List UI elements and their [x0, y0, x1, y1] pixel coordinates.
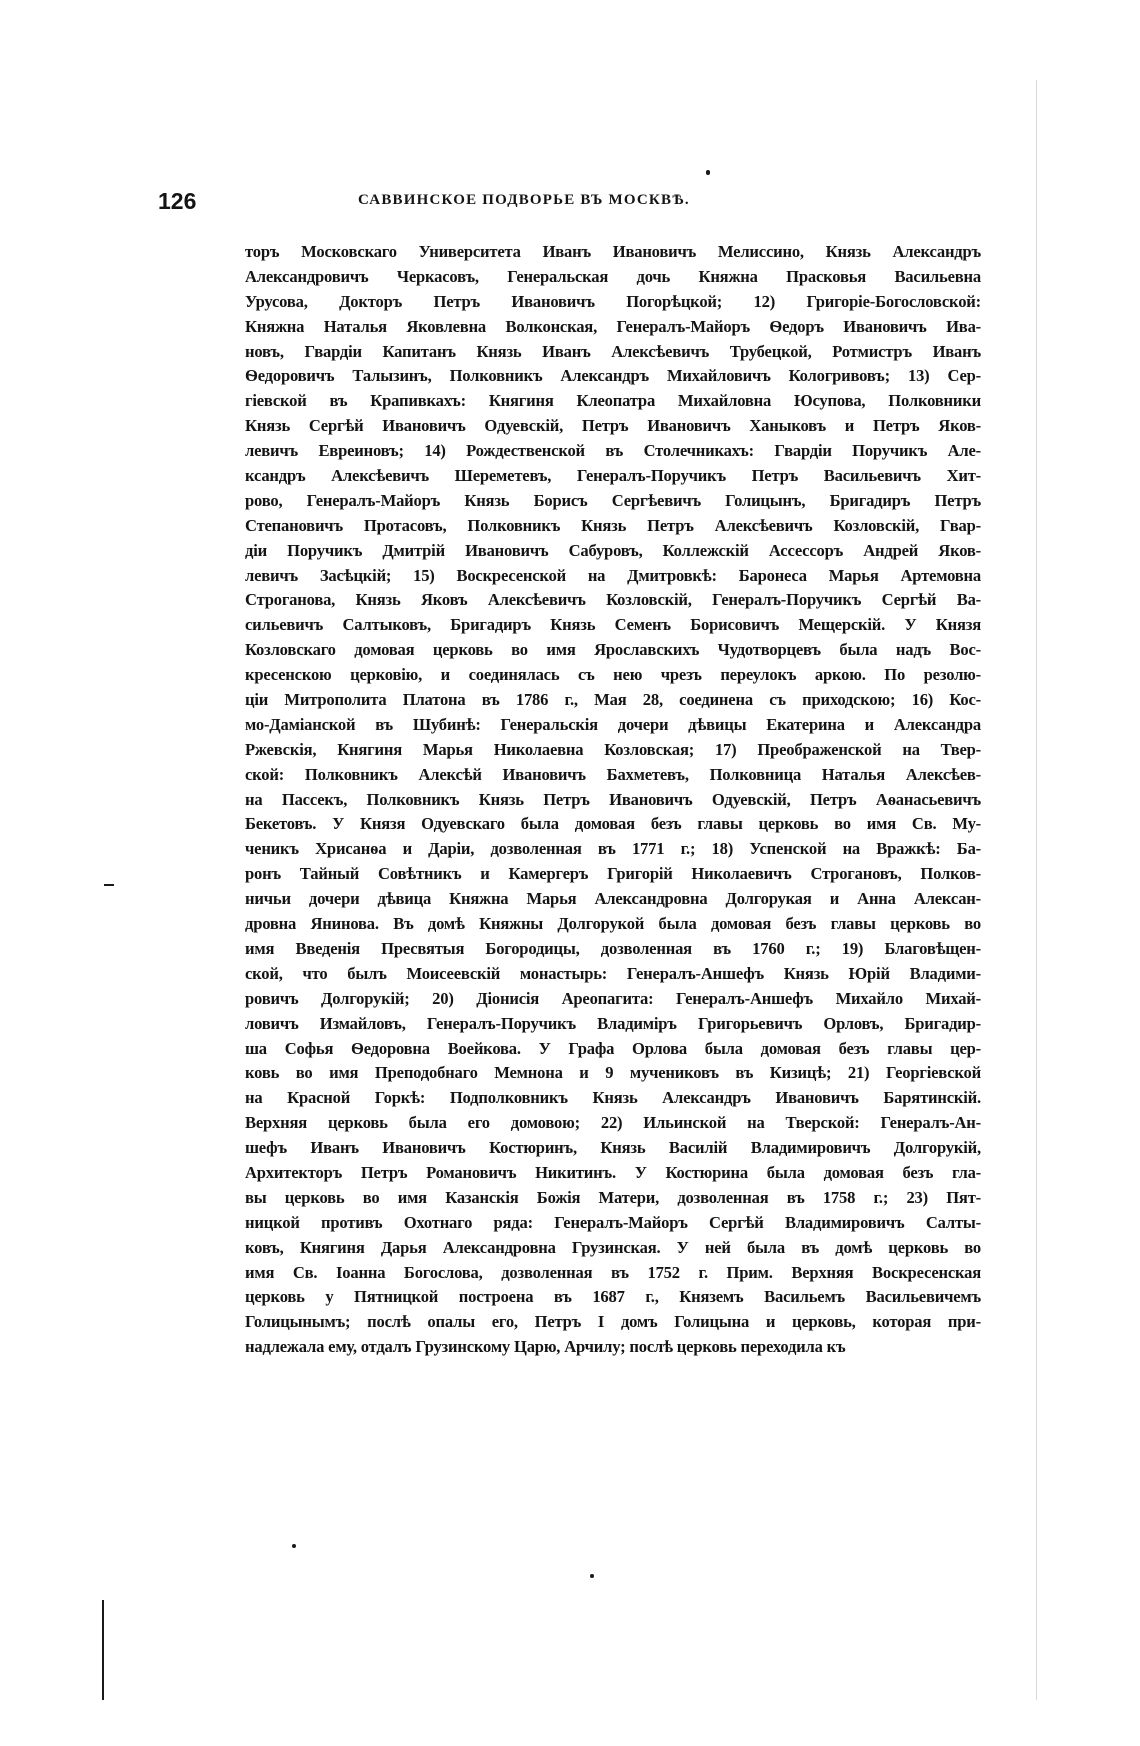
- text-line: торъ Московскаго Университета Иванъ Ивановичъ Мелиссино, Князь Александръ: [245, 242, 981, 261]
- text-line: Урусова, Докторъ Петръ Ивановичъ Погорѣцкой; 12) Григоріе-Богословской:: [245, 291, 981, 311]
- margin-dash: [104, 884, 114, 886]
- text-line: ловичъ Измайловъ, Генералъ-Поручикъ Владиміръ Григорьевичъ Орловъ, Бригадир-: [245, 1013, 981, 1033]
- text-line: Бекетовъ. У Князя Одуевскаго была домовая безъ главы церковь во имя Св. Му-: [245, 814, 981, 834]
- scan-speck: [706, 170, 710, 175]
- text-line: ничьи дочери дѣвица Княжна Марья Александровна Долгорукая и Анна Алексан-: [245, 889, 981, 909]
- scan-edge-line: [1036, 80, 1037, 1700]
- text-line: ровичъ Долгорукій; 20) Діонисія Ареопагита: Генералъ-Аншефъ Михайло Михай-: [245, 988, 981, 1008]
- text-line: имя Св. Іоанна Богослова, дозволенная въ 1752 г. Прим. Верхняя Воскресенская: [245, 1262, 981, 1282]
- text-line: на Пассекъ, Полковникъ Князь Петръ Ивановичъ Одуевскій, Петръ Аѳанасьевичъ: [245, 789, 981, 809]
- page-number: 126: [158, 188, 197, 214]
- text-line: сильевичъ Салтыковъ, Бригадиръ Князь Семенъ Борисовичъ Мещерскій. У Князя: [245, 615, 981, 635]
- text-line: Верхняя церковь была его домовою; 22) Ильинской на Тверской: Генералъ-Ан-: [245, 1113, 981, 1133]
- text-line: надлежала ему, отдалъ Грузинскому Царю, Арчилу; послѣ церковь переходила къ: [245, 1337, 846, 1357]
- text-line: ша Софья Ѳедоровна Воейкова. У Графа Орлова была домовая безъ главы цер-: [245, 1038, 981, 1058]
- text-line: ронъ Тайный Совѣтникъ и Камергеръ Григорій Николаевичъ Строгановъ, Полков-: [245, 864, 981, 884]
- page-header: [158, 188, 988, 228]
- text-line: ксандръ Алексѣевичъ Шереметевъ, Генералъ-Поручикъ Петръ Васильевичъ Хит-: [245, 466, 981, 486]
- text-line: Козловскаго домовая церковь во имя Ярославскихъ Чудотворцевъ была надъ Вос-: [245, 640, 981, 660]
- text-line: гіевской въ Крапивкахъ: Княгиня Клеопатра Михайловна Юсупова, Полковники: [245, 391, 981, 411]
- text-line: левичъ Евреиновъ; 14) Рождественской въ Столечникахъ: Гвардіи Поручикъ Але-: [245, 441, 981, 461]
- text-line: Строганова, Князь Яковъ Алексѣевичъ Козловскій, Генералъ-Поручикъ Сергѣй Ва-: [245, 590, 981, 610]
- body-text: [245, 240, 981, 1360]
- text-line: мо-Даміанской въ Шубинѣ: Генеральскія дочери дѣвицы Екатерина и Александра: [245, 714, 981, 734]
- text-line: левичъ Засѣцкій; 15) Воскресенской на Дмитровкѣ: Баронеса Марья Артемовна: [245, 565, 981, 585]
- text-line: вы церковь во имя Казанскія Божія Матери, дозволенная въ 1758 г.; 23) Пят-: [245, 1187, 981, 1207]
- text-line: ціи Митрополита Платона въ 1786 г., Мая 28, соединена съ приходскою; 16) Кос-: [245, 690, 981, 710]
- text-line: дровна Янинова. Въ домѣ Княжны Долгорукой была домовая безъ главы церковь во: [245, 914, 981, 934]
- text-line: имя Введенія Пресвятыя Богородицы, дозволенная въ 1760 г.; 19) Благовѣщен-: [245, 938, 981, 958]
- scan-speck: [590, 1574, 594, 1578]
- scan-speck: [292, 1544, 296, 1548]
- text-line: церковь у Пятницкой построена въ 1687 г., Княземъ Васильемъ Васильевичемъ: [245, 1287, 981, 1307]
- text-line: новъ, Гвардіи Капитанъ Князь Иванъ Алексѣевичъ Трубецкой, Ротмистръ Иванъ: [245, 341, 981, 361]
- text-line: Ѳедоровичъ Талызинъ, Полковникъ Александръ Михайловичъ Кологривовъ; 13) Сер-: [245, 366, 981, 386]
- text-line: діи Поручикъ Дмитрій Ивановичъ Сабуровъ, Коллежскій Ассессоръ Андрей Яков-: [245, 540, 981, 560]
- text-line: ской, что былъ Моисеевскій монастырь: Генералъ-Аншефъ Князь Юрій Владими-: [245, 963, 981, 983]
- text-line: шефъ Иванъ Ивановичъ Костюринъ, Князь Василій Владимировичъ Долгорукій,: [245, 1138, 981, 1158]
- running-title: САВВИНСКОЕ ПОДВОРЬЕ ВЪ МОСКВѢ.: [358, 192, 690, 208]
- text-line: Степановичъ Протасовъ, Полковникъ Князь Петръ Алексѣевичъ Козловскій, Гвар-: [245, 515, 981, 535]
- text-line: ницкой противъ Охотнаго ряда: Генералъ-Майоръ Сергѣй Владимировичъ Салты-: [245, 1212, 981, 1232]
- text-line: ской: Полковникъ Алексѣй Ивановичъ Бахметевъ, Полковница Наталья Алексѣев-: [245, 764, 981, 784]
- text-line: Княжна Наталья Яковлевна Волконская, Генералъ-Майоръ Ѳедоръ Ивановичъ Ива-: [245, 316, 981, 336]
- text-line: ковъ, Княгиня Дарья Александровна Грузинская. У ней была въ домѣ церковь во: [245, 1237, 981, 1257]
- text-line: Архитекторъ Петръ Романовичъ Никитинъ. У Костюрина была домовая безъ гла-: [245, 1162, 981, 1182]
- text-line: Александровичъ Черкасовъ, Генеральская дочь Княжна Прасковья Васильевна: [245, 266, 981, 286]
- text-line: на Красной Горкѣ: Подполковникъ Князь Александръ Ивановичъ Барятинскій.: [245, 1088, 981, 1108]
- text-line: Голицынымъ; послѣ опалы его, Петръ I домъ Голицына и церковь, которая при-: [245, 1312, 981, 1332]
- text-line: ковь во имя Преподобнаго Мемнона и 9 мучениковъ въ Кизицѣ; 21) Георгіевской: [245, 1063, 981, 1083]
- text-line: ченикъ Хрисанѳа и Даріи, дозволенная въ 1771 г.; 18) Успенской на Вражкѣ: Ба-: [245, 839, 981, 859]
- text-line: Князь Сергѣй Ивановичъ Одуевскій, Петръ Ивановичъ Ханыковъ и Петръ Яков-: [245, 416, 981, 436]
- text-line: рово, Генералъ-Майоръ Князь Борисъ Сергѣевичъ Голицынъ, Бригадиръ Петръ: [245, 490, 981, 510]
- text-line: кресенскою церковію, и соединялась съ нею чрезъ переулокъ аркою. По резолю-: [245, 665, 981, 685]
- scan-edge-line-left: [102, 1600, 104, 1700]
- text-line: Ржевскія, Княгиня Марья Николаевна Козловская; 17) Преображенской на Твер-: [245, 739, 981, 759]
